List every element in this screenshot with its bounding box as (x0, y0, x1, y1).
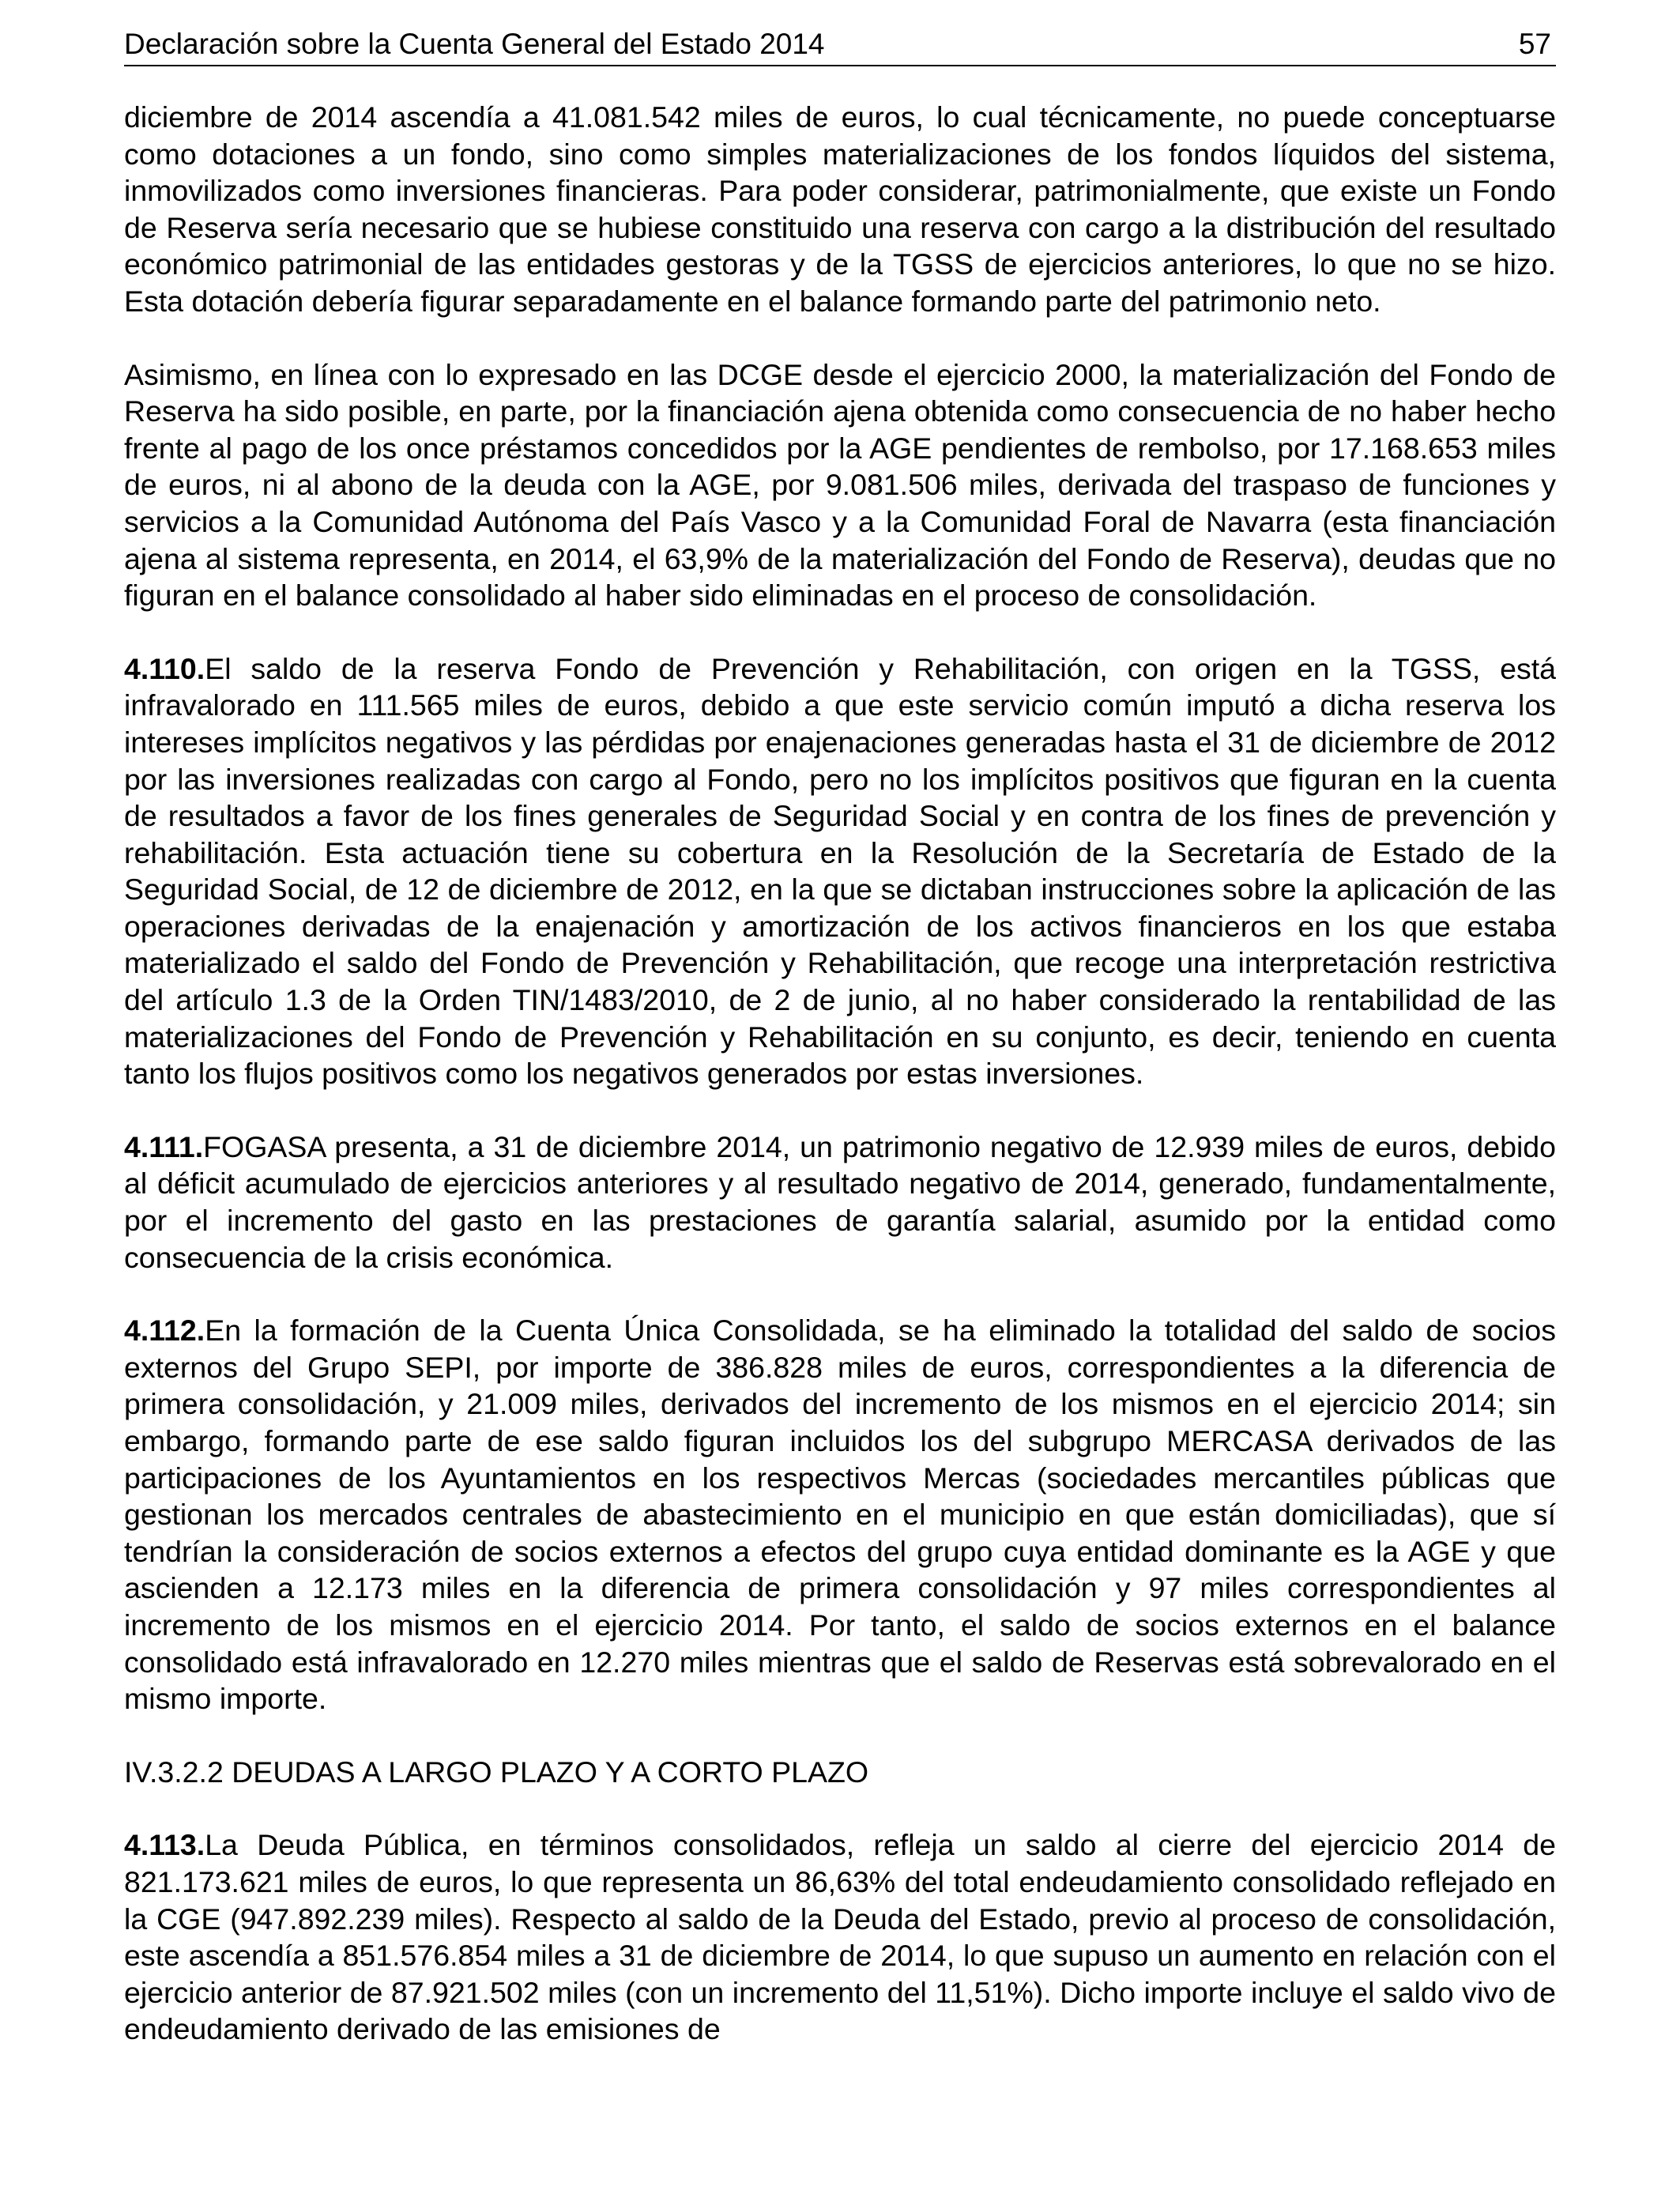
paragraph-text: diciembre de 2014 ascendía a 41.081.542 miles de euros, lo cual técnicamente, no puede conceptuarse como dotaciones a un fondo, sino como simples materializaciones de los fondos líquidos del sistema, inmovilizados como inversiones financieras. Para poder considerar, patrimonialmente, que existe un Fondo de Reserva sería necesario que se hubiese constituido una reserva con cargo a la distribución del resultado económico patrimonial de las entidades gestoras y de la TGSS de ejercicios anteriores, lo que no se hizo. Esta dotación debería figurar separadamente en el balance formando parte del patrimonio neto. (124, 100, 1556, 318)
paragraph-4-112 (124, 1312, 1556, 1717)
paragraph-text: Asimismo, en línea con lo expresado en las DCGE desde el ejercicio 2000, la materialización del Fondo de Reserva ha sido posible, en parte, por la financiación ajena obtenida como consecuencia de no haber hecho frente al pago de los once préstamos concedidos por la AGE pendientes de rembolso, por 17.168.653 miles de euros, ni al abono de la deuda con la AGE, por 9.081.506 miles, derivada del traspaso de funciones y servicios a la Comunidad Autónoma del País Vasco y a la Comunidad Foral de Navarra (esta financiación ajena al sistema representa, en 2014, el 63,9% de la materialización del Fondo de Reserva), deudas que no figuran en el balance consolidado al haber sido eliminadas en el proceso de consolidación. (124, 357, 1556, 613)
paragraph-4-111 (124, 1129, 1556, 1276)
paragraph-number: 4.110. (124, 651, 205, 685)
paragraph-4-110 (124, 650, 1556, 1092)
page-number: 57 (1518, 28, 1551, 60)
paragraph-number: 4.113. (124, 1828, 205, 1862)
paragraph-number: 4.111. (124, 1129, 204, 1163)
paragraph-text: El saldo de la reserva Fondo de Prevención y Rehabilitación, con origen en la TGSS, está infravalorado en 111.565 miles de euros, debido a que este servicio común imputó a dicha reserva los intereses implícitos negativos y las pérdidas por enajenaciones generadas hasta el 31 de diciembre de 2012 por las inversiones realizadas con cargo al Fondo, pero no los implícitos positivos que figuran en la cuenta de resultados a favor de los fines generales de Seguridad Social y en contra de los fines de prevención y rehabilitación. Esta actuación tiene su cobertura en la Resolución de la Secretaría de Estado de la Seguridad Social, de 12 de diciembre de 2012, en la que se dictaban instrucciones sobre la aplicación de las operaciones derivadas de la enajenación y amortización de los activos financieros en los que estaba materializado el saldo del Fondo de Prevención y Rehabilitación, que recoge una interpretación restrictiva del artículo 1.3 de la Orden TIN/1483/2010, de 2 de junio, al no haber considerado la rentabilidad de las materializaciones del Fondo de Prevención y Rehabilitación en su conjunto, es decir, teniendo en cuenta tanto los flujos positivos como los negativos generados por estas inversiones. (124, 651, 1556, 1091)
paragraph-4-113 (124, 1826, 1556, 2048)
document-title: Declaración sobre la Cuenta General del Estado 2014 (124, 28, 825, 60)
section-heading: IV.3.2.2 DEUDAS A LARGO PLAZO Y A CORTO PLAZO (124, 1755, 869, 1789)
paragraph-text: La Deuda Pública, en términos consolidados, refleja un saldo al cierre del ejercicio 2014 de 821.173.621 miles de euros, lo que representa un 86,63% del total endeudamiento consolidado reflejado en la CGE (947.892.239 miles). Respecto al saldo de la Deuda del Estado, previo al proceso de consolidación, este ascendía a 851.576.854 miles a 31 de diciembre de 2014, lo que supuso un aumento en relación con el ejercicio anterior de 87.921.502 miles (con un incremento del 11,51%). Dicho importe incluye el saldo vivo de endeudamiento derivado de las emisiones de (124, 1828, 1556, 2046)
paragraph-asimismo (124, 356, 1556, 614)
paragraph-number: 4.112. (124, 1314, 205, 1348)
document-body (124, 99, 1556, 2048)
page-header (124, 24, 1556, 66)
paragraph-text: En la formación de la Cuenta Única Consolidada, se ha eliminado la totalidad del saldo de socios externos del Grupo SEPI, por importe de 386.828 miles de euros, correspondientes a la diferencia de primera consolidación, y 21.009 miles, derivados del incremento de los mismos en el ejercicio 2014; sin embargo, formando parte de ese saldo figuran incluidos los del subgrupo MERCASA derivados de las participaciones de los Ayuntamientos en los respectivos Mercas (sociedades mercantiles públicas que gestionan los mercados centrales de abastecimiento en el municipio en que están domiciliadas), que sí tendrían la consideración de socios externos a efectos del grupo cuya entidad dominante es la AGE y que ascienden a 12.173 miles en la diferencia de primera consolidación y 97 miles correspondientes al incremento de los mismos en el ejercicio 2014. Por tanto, el saldo de socios externos en el balance consolidado está infravalorado en 12.270 miles mientras que el saldo de Reservas está sobrevalorado en el mismo importe. (124, 1314, 1556, 1716)
paragraph-fondo-reserva-continuation (124, 99, 1556, 320)
paragraph-text: FOGASA presenta, a 31 de diciembre 2014, un patrimonio negativo de 12.939 miles de euros, debido al déficit acumulado de ejercicios anteriores y al resultado negativo de 2014, generado, fundamentalmente, por el incremento del gasto en las prestaciones de garantía salarial, asumido por la entidad como consecuencia de la crisis económica. (124, 1129, 1556, 1274)
